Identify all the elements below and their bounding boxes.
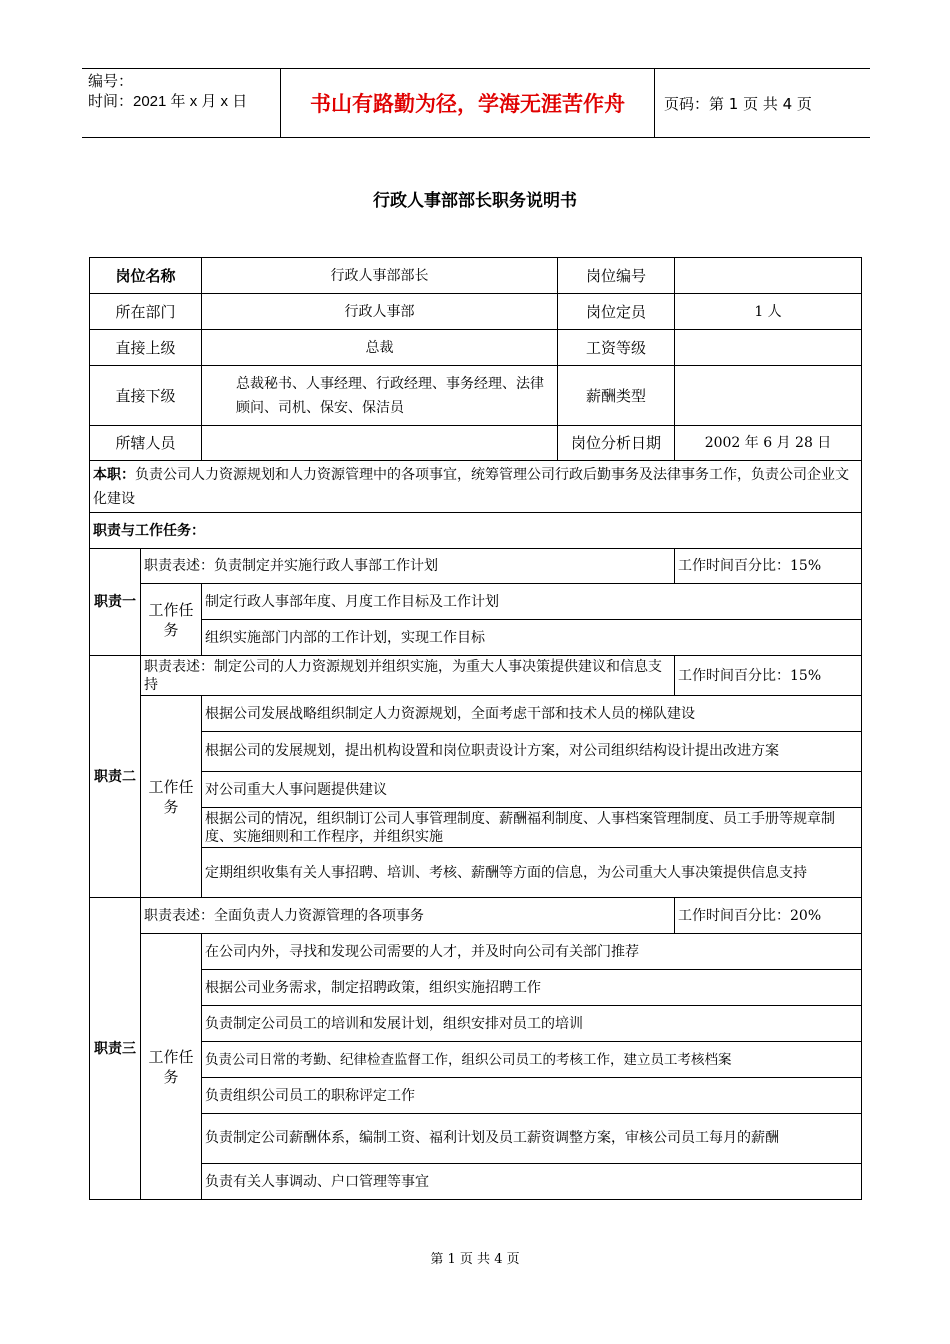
header-motto: 书山有路勤为径，学海无涯苦作舟 (280, 69, 655, 137)
task-item: 定期组织收集有关人事招聘、培训、考核、薪酬等方面的信息，为公司重大人事决策提供信息支持 (202, 848, 862, 898)
duty-time-percentage: 工作时间百分比：15% (675, 549, 862, 584)
task-row (90, 934, 862, 970)
task-label: 工作任务 (141, 934, 202, 1200)
task-row (90, 1042, 862, 1078)
dept-label: 所在部门 (90, 294, 202, 330)
page-header (82, 68, 870, 138)
subordinate-value: 总裁秘书、人事经理、行政经理、事务经理、法律顾问、司机、保安、保洁员 (202, 366, 558, 426)
superior-value: 总裁 (202, 330, 558, 366)
position-code-label: 岗位编号 (558, 258, 675, 294)
info-row (90, 330, 862, 366)
position-name-label: 岗位名称 (90, 258, 202, 294)
headcount-label: 岗位定员 (558, 294, 675, 330)
subordinate-label: 直接下级 (90, 366, 202, 426)
header-page-info: 页码：第 1 页 共 4 页 (664, 94, 812, 113)
analysis-date-label: 岗位分析日期 (558, 426, 675, 461)
header-meta (82, 69, 280, 137)
task-item: 对公司重大人事问题提供建议 (202, 772, 862, 808)
task-item: 制定行政人事部年度、月度工作目标及工作计划 (202, 584, 862, 620)
staff-label: 所辖人员 (90, 426, 202, 461)
header-time: 时间：2021 年 x 月 x 日 (88, 93, 248, 110)
task-item: 根据公司的情况，组织制订公司人事管理制度、薪酬福利制度、人事档案管理制度、员工手册等规章制度、实施细则和工作程序，并组织实施 (202, 808, 862, 848)
duty-description: 职责表述：全面负责人力资源管理的各项事务 (141, 898, 675, 934)
info-row (90, 258, 862, 294)
summary-text: 负责公司人力资源规划和人力资源管理中的各项事宜，统筹管理公司行政后勤事务及法律事务工作，负责公司企业文化建设 (93, 466, 849, 507)
task-item: 负责组织公司员工的职称评定工作 (202, 1078, 862, 1114)
info-row (90, 294, 862, 330)
task-item: 负责制定公司员工的培训和发展计划，组织安排对员工的培训 (202, 1006, 862, 1042)
duty-label: 职责一 (90, 549, 141, 656)
salary-grade-value (675, 330, 862, 366)
task-row (90, 848, 862, 898)
task-row (90, 732, 862, 772)
task-row (90, 970, 862, 1006)
header-number: 编号： (88, 73, 134, 90)
task-row (90, 808, 862, 848)
duty-desc-row (90, 549, 862, 584)
task-item: 负责制定公司薪酬体系，编制工资、福利计划及员工薪资调整方案，审核公司员工每月的薪酬 (202, 1114, 862, 1164)
info-row (90, 366, 862, 426)
job-description-table (89, 257, 862, 1200)
duties-heading: 职责与工作任务： (90, 513, 862, 549)
task-label: 工作任务 (141, 696, 202, 898)
summary-label: 本职： (93, 466, 135, 483)
task-row (90, 1078, 862, 1114)
task-row (90, 772, 862, 808)
task-label: 工作任务 (141, 584, 202, 656)
salary-grade-label: 工资等级 (558, 330, 675, 366)
task-item: 负责公司日常的考勤、纪律检查监督工作，组织公司员工的考核工作，建立员工考核档案 (202, 1042, 862, 1078)
analysis-date-value: 2002 年 6 月 28 日 (675, 426, 862, 461)
summary-cell (90, 461, 862, 513)
pay-type-value (675, 366, 862, 426)
task-item: 组织实施部门内部的工作计划，实现工作目标 (202, 620, 862, 656)
duty-description: 职责表述：制定公司的人力资源规划并组织实施，为重大人事决策提供建议和信息支持 (141, 656, 675, 696)
task-row (90, 1164, 862, 1200)
position-code-value (675, 258, 862, 294)
task-row (90, 1006, 862, 1042)
duty-description: 职责表述：负责制定并实施行政人事部工作计划 (141, 549, 675, 584)
pay-type-label: 薪酬类型 (558, 366, 675, 426)
task-row (90, 620, 862, 656)
staff-value (202, 426, 558, 461)
position-name-value: 行政人事部部长 (202, 258, 558, 294)
task-row (90, 1114, 862, 1164)
duty-time-percentage: 工作时间百分比：15% (675, 656, 862, 696)
document-title: 行政人事部部长职务说明书 (373, 191, 577, 211)
info-row (90, 426, 862, 461)
duties-heading-row (90, 513, 862, 549)
task-item: 负责有关人事调动、户口管理等事宜 (202, 1164, 862, 1200)
duty-desc-row (90, 898, 862, 934)
duty-desc-row (90, 656, 862, 696)
task-item: 根据公司的发展规划，提出机构设置和岗位职责设计方案，对公司组织结构设计提出改进方案 (202, 732, 862, 772)
task-row (90, 696, 862, 732)
duty-label: 职责三 (90, 898, 141, 1200)
page-footer: 第 1 页 共 4 页 (430, 1252, 520, 1267)
dept-value: 行政人事部 (202, 294, 558, 330)
task-row (90, 584, 862, 620)
summary-row (90, 461, 862, 513)
headcount-value: 1 人 (675, 294, 862, 330)
duty-time-percentage: 工作时间百分比：20% (675, 898, 862, 934)
task-item: 在公司内外，寻找和发现公司需要的人才，并及时向公司有关部门推荐 (202, 934, 862, 970)
task-item: 根据公司业务需求，制定招聘政策，组织实施招聘工作 (202, 970, 862, 1006)
duty-label: 职责二 (90, 656, 141, 898)
task-item: 根据公司发展战略组织制定人力资源规划，全面考虑干部和技术人员的梯队建设 (202, 696, 862, 732)
superior-label: 直接上级 (90, 330, 202, 366)
